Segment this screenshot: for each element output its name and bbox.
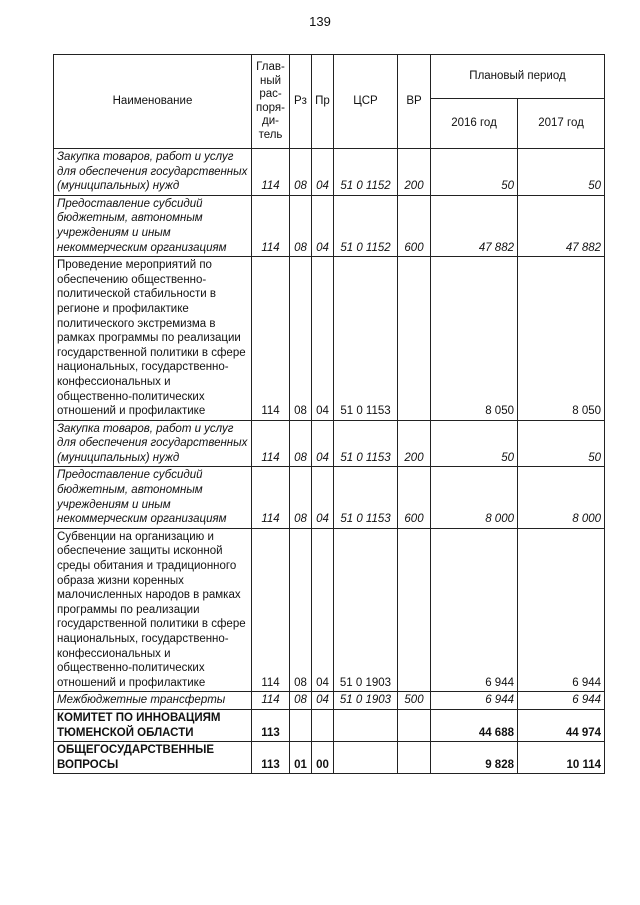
header-vr: ВР xyxy=(398,55,431,149)
row-name: Проведение мероприятий по обеспечению общественно-политической стабильности в регионе и профилактике политического экстремизма в рамках программы по реализации государственной политики в сфере национальных, государственно-конфессиональных и общественно-политических отношений и профилактике xyxy=(54,257,252,421)
row-2016: 8 000 xyxy=(431,467,518,528)
row-name: Субвенции на организацию и обеспечение защиты исконной среды обитания и традиционного образа жизни коренных малочисленных народов в рамках программы по реализации государственной политики в сфере национальных, государственно-конфессиональных и общественно-политических отношений и профилактике xyxy=(54,528,252,692)
row-main-manager: 114 xyxy=(252,528,290,692)
row-2016: 44 688 xyxy=(431,709,518,741)
header-main-manager: Глав- ный рас- поря- ди- тель xyxy=(252,55,290,149)
row-2017: 44 974 xyxy=(518,709,605,741)
table-row xyxy=(54,692,605,710)
row-2017: 50 xyxy=(518,420,605,467)
row-2017: 50 xyxy=(518,149,605,196)
row-vr xyxy=(398,257,431,421)
row-main-manager: 114 xyxy=(252,195,290,256)
row-2016: 6 944 xyxy=(431,528,518,692)
row-pr: 04 xyxy=(312,195,334,256)
table-row xyxy=(54,709,605,741)
header-csr: ЦСР xyxy=(334,55,398,149)
row-name: Закупка товаров, работ и услуг для обеспечения государственных (муниципальных) нужд xyxy=(54,149,252,196)
header-rz: Рз xyxy=(290,55,312,149)
row-vr xyxy=(398,742,431,774)
row-vr: 200 xyxy=(398,420,431,467)
row-main-manager: 114 xyxy=(252,420,290,467)
row-vr: 500 xyxy=(398,692,431,710)
page-number: 139 xyxy=(309,14,331,29)
row-csr: 51 0 1152 xyxy=(334,149,398,196)
row-name: Предоставление субсидий бюджетным, автономным учреждениям и иным некоммерческим организациям xyxy=(54,467,252,528)
row-main-manager: 113 xyxy=(252,742,290,774)
row-rz: 08 xyxy=(290,420,312,467)
table-row xyxy=(54,467,605,528)
row-csr xyxy=(334,709,398,741)
row-csr: 51 0 1153 xyxy=(334,257,398,421)
row-pr: 04 xyxy=(312,692,334,710)
row-name: ОБЩЕГОСУДАРСТВЕННЫЕ ВОПРОСЫ xyxy=(54,742,252,774)
row-csr: 51 0 1153 xyxy=(334,420,398,467)
row-vr: 600 xyxy=(398,467,431,528)
row-main-manager: 114 xyxy=(252,149,290,196)
row-name: КОМИТЕТ ПО ИННОВАЦИЯМ ТЮМЕНСКОЙ ОБЛАСТИ xyxy=(54,709,252,741)
row-csr: 51 0 1152 xyxy=(334,195,398,256)
row-2017: 8 050 xyxy=(518,257,605,421)
row-pr: 04 xyxy=(312,528,334,692)
row-pr: 04 xyxy=(312,149,334,196)
header-pr: Пр xyxy=(312,55,334,149)
table-row xyxy=(54,742,605,774)
row-rz: 08 xyxy=(290,692,312,710)
table-row xyxy=(54,257,605,421)
row-2016: 6 944 xyxy=(431,692,518,710)
table-row xyxy=(54,420,605,467)
row-pr xyxy=(312,709,334,741)
row-vr: 200 xyxy=(398,149,431,196)
row-rz: 08 xyxy=(290,528,312,692)
row-csr: 51 0 1153 xyxy=(334,467,398,528)
header-planned-period: Плановый период xyxy=(431,55,605,99)
row-pr: 04 xyxy=(312,467,334,528)
header-year-2017: 2017 год xyxy=(518,99,605,149)
row-rz: 08 xyxy=(290,467,312,528)
row-pr: 00 xyxy=(312,742,334,774)
row-main-manager: 114 xyxy=(252,257,290,421)
table-row xyxy=(54,528,605,692)
row-name: Межбюджетные трансферты xyxy=(54,692,252,710)
row-csr: 51 0 1903 xyxy=(334,528,398,692)
row-2017: 47 882 xyxy=(518,195,605,256)
row-2016: 50 xyxy=(431,420,518,467)
row-2017: 6 944 xyxy=(518,692,605,710)
row-csr: 51 0 1903 xyxy=(334,692,398,710)
row-2016: 50 xyxy=(431,149,518,196)
header-name: Наименование xyxy=(54,55,252,149)
row-pr: 04 xyxy=(312,420,334,467)
row-vr xyxy=(398,709,431,741)
row-vr xyxy=(398,528,431,692)
row-vr: 600 xyxy=(398,195,431,256)
row-name: Закупка товаров, работ и услуг для обеспечения государственных (муниципальных) нужд xyxy=(54,420,252,467)
row-rz: 01 xyxy=(290,742,312,774)
row-rz: 08 xyxy=(290,257,312,421)
row-main-manager: 114 xyxy=(252,692,290,710)
row-rz: 08 xyxy=(290,195,312,256)
row-2016: 9 828 xyxy=(431,742,518,774)
row-2016: 47 882 xyxy=(431,195,518,256)
row-main-manager: 113 xyxy=(252,709,290,741)
budget-table xyxy=(53,54,605,774)
header-year-2016: 2016 год xyxy=(431,99,518,149)
row-csr xyxy=(334,742,398,774)
row-2017: 10 114 xyxy=(518,742,605,774)
row-rz: 08 xyxy=(290,149,312,196)
row-2016: 8 050 xyxy=(431,257,518,421)
row-2017: 6 944 xyxy=(518,528,605,692)
table-row xyxy=(54,195,605,256)
row-pr: 04 xyxy=(312,257,334,421)
row-name: Предоставление субсидий бюджетным, автономным учреждениям и иным некоммерческим организациям xyxy=(54,195,252,256)
row-main-manager: 114 xyxy=(252,467,290,528)
row-rz xyxy=(290,709,312,741)
row-2017: 8 000 xyxy=(518,467,605,528)
table-row xyxy=(54,149,605,196)
